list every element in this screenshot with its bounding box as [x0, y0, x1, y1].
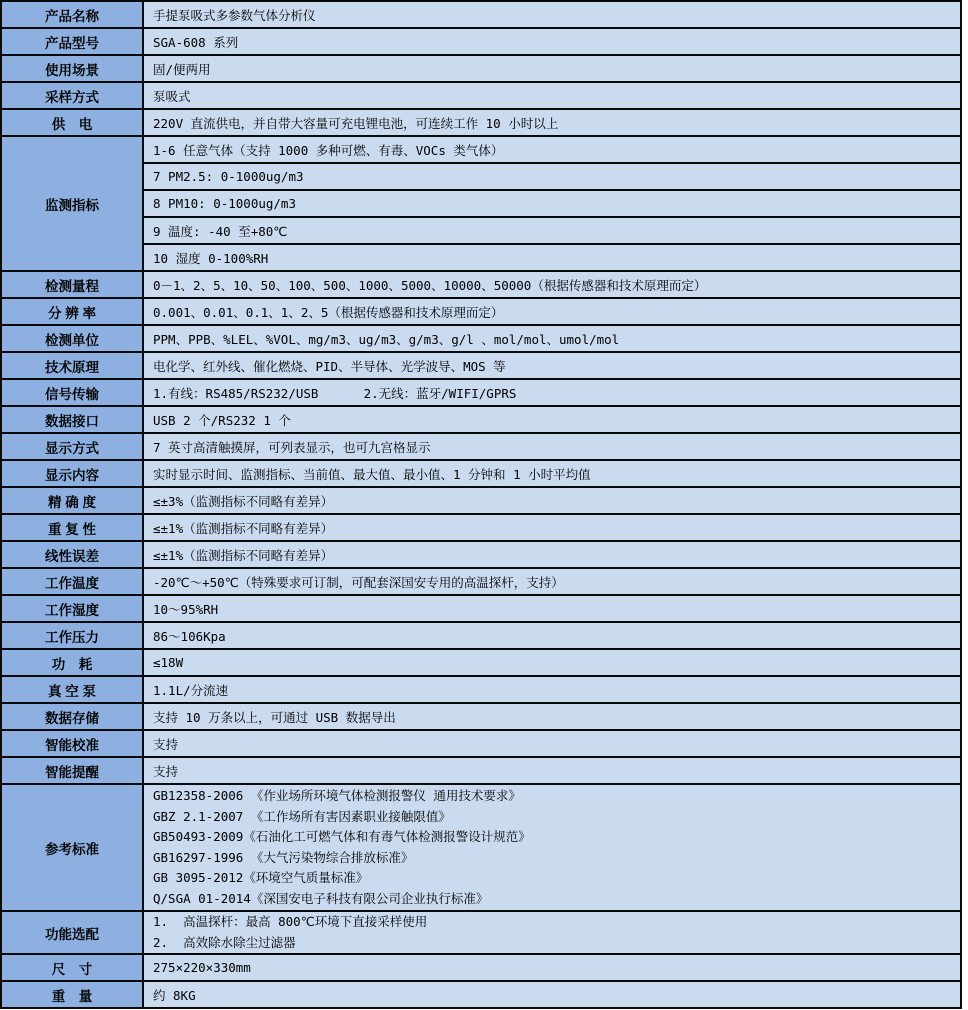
row-value-cell: 支持 — [143, 730, 961, 757]
table-row — [1, 622, 961, 649]
row-label-cell: 功能选配 — [1, 911, 143, 954]
table-row — [1, 911, 961, 954]
spec-table-body — [1, 1, 961, 1008]
table-row — [1, 1, 961, 28]
row-value-cell: 1.1L/分流速 — [143, 676, 961, 703]
row-label-cell: 重 量 — [1, 981, 143, 1008]
row-value-cell: PPM、PPB、%LEL、%VOL、mg/m3、ug/m3、g/m3、g/l 、mol/mol、umol/mol — [143, 325, 961, 352]
table-row — [1, 595, 961, 622]
row-value-cell: 9 温度: -40 至+80℃ — [143, 217, 961, 244]
row-value-cell: 支持 — [143, 757, 961, 784]
row-value-cell: -20℃～+50℃（特殊要求可订制，可配套深国安专用的高温探杆，支持） — [143, 568, 961, 595]
row-label-cell: 精 确 度 — [1, 487, 143, 514]
row-value-cell: 10～95%RH — [143, 595, 961, 622]
row-value-cell: SGA-608 系列 — [143, 28, 961, 55]
row-label-cell: 工作压力 — [1, 622, 143, 649]
table-row — [1, 244, 961, 271]
table-row — [1, 271, 961, 298]
row-label-cell: 产品型号 — [1, 28, 143, 55]
row-label-cell: 检测单位 — [1, 325, 143, 352]
row-value-cell: 86～106Kpa — [143, 622, 961, 649]
row-value-cell: ≤18W — [143, 649, 961, 676]
value-line: GB50493-2009《石油化工可燃气体和有毒气体检测报警设计规范》 — [153, 829, 531, 844]
row-value-cell: 电化学、红外线、催化燃烧、PID、半导体、光学波导、MOS 等 — [143, 352, 961, 379]
row-value-cell: ≤±1%（监测指标不同略有差异） — [143, 541, 961, 568]
row-value-cell: 手提泵吸式多参数气体分析仪 — [143, 1, 961, 28]
row-label-cell: 供 电 — [1, 109, 143, 136]
row-label-cell: 技术原理 — [1, 352, 143, 379]
row-label-cell: 功 耗 — [1, 649, 143, 676]
table-row — [1, 190, 961, 217]
row-value-cell: USB 2 个/RS232 1 个 — [143, 406, 961, 433]
row-value-cell: 8 PM10: 0-1000ug/m3 — [143, 190, 961, 217]
row-value-cell: 固/便两用 — [143, 55, 961, 82]
row-value-cell: 1.有线：RS485/RS232/USB 2.无线：蓝牙/WIFI/GPRS — [143, 379, 961, 406]
table-row — [1, 676, 961, 703]
value-line: Q/SGA 01-2014《深国安电子科技有限公司企业执行标准》 — [153, 890, 489, 906]
row-label-cell: 检测量程 — [1, 271, 143, 298]
row-label-cell: 工作温度 — [1, 568, 143, 595]
value-line: 1. 高温探杆：最高 800℃环境下直接采样使用 — [153, 914, 428, 929]
row-value-cell: 约 8KG — [143, 981, 961, 1008]
row-value-cell: 0－1、2、5、10、50、100、500、1000、5000、10000、50000（根据传感器和技术原理而定） — [143, 271, 961, 298]
table-row — [1, 541, 961, 568]
table-row — [1, 217, 961, 244]
table-row — [1, 433, 961, 460]
row-label-cell: 监测指标 — [1, 136, 143, 271]
table-row — [1, 298, 961, 325]
table-row — [1, 703, 961, 730]
row-label-cell: 真 空 泵 — [1, 676, 143, 703]
row-value-cell: 7 英寸高清触摸屏，可列表显示，也可九宫格显示 — [143, 433, 961, 460]
row-label-cell: 重 复 性 — [1, 514, 143, 541]
table-row — [1, 28, 961, 55]
row-value-cell: 1-6 任意气体（支持 1000 多种可燃、有毒、VOCs 类气体） — [143, 136, 961, 163]
row-value-cell: 220V 直流供电，并自带大容量可充电锂电池，可连续工作 10 小时以上 — [143, 109, 961, 136]
table-row — [1, 954, 961, 981]
table-row — [1, 568, 961, 595]
table-row — [1, 487, 961, 514]
row-label-cell: 产品名称 — [1, 1, 143, 28]
table-row — [1, 406, 961, 433]
row-label-cell: 分 辨 率 — [1, 298, 143, 325]
row-label-cell: 参考标准 — [1, 784, 143, 911]
row-label-cell: 智能校准 — [1, 730, 143, 757]
row-value-cell: ≤±3%（监测指标不同略有差异） — [143, 487, 961, 514]
row-value-cell — [143, 911, 961, 954]
row-value-cell — [143, 784, 961, 911]
row-label-cell: 数据存储 — [1, 703, 143, 730]
table-row — [1, 55, 961, 82]
table-row — [1, 460, 961, 487]
value-line: GB12358-2006 《作业场所环境气体检测报警仪 通用技术要求》 — [153, 788, 521, 803]
row-label-cell: 显示方式 — [1, 433, 143, 460]
row-label-cell: 采样方式 — [1, 82, 143, 109]
table-row — [1, 784, 961, 911]
value-line: GB 3095-2012《环境空气质量标准》 — [153, 870, 369, 885]
table-row — [1, 82, 961, 109]
row-value-cell: 275×220×330mm — [143, 954, 961, 981]
row-value-cell: 泵吸式 — [143, 82, 961, 109]
table-row — [1, 514, 961, 541]
table-row — [1, 136, 961, 163]
row-value-cell: 10 湿度 0-100%RH — [143, 244, 961, 271]
value-line: GBZ 2.1-2007 《工作场所有害因素职业接触限值》 — [153, 808, 451, 824]
row-value-cell: 7 PM2.5: 0-1000ug/m3 — [143, 163, 961, 190]
value-line: 2. 高效除水除尘过滤器 — [153, 934, 296, 950]
row-label-cell: 数据接口 — [1, 406, 143, 433]
table-row — [1, 730, 961, 757]
value-line: GB16297-1996 《大气污染物综合排放标准》 — [153, 849, 414, 865]
table-row — [1, 109, 961, 136]
row-value-cell: ≤±1%（监测指标不同略有差异） — [143, 514, 961, 541]
table-row — [1, 649, 961, 676]
row-value-cell: 支持 10 万条以上，可通过 USB 数据导出 — [143, 703, 961, 730]
row-label-cell: 智能提醒 — [1, 757, 143, 784]
row-label-cell: 尺 寸 — [1, 954, 143, 981]
row-label-cell: 线性误差 — [1, 541, 143, 568]
table-row — [1, 325, 961, 352]
row-label-cell: 使用场景 — [1, 55, 143, 82]
table-row — [1, 981, 961, 1008]
row-value-cell: 0.001、0.01、0.1、1、2、5（根据传感器和技术原理而定） — [143, 298, 961, 325]
table-row — [1, 163, 961, 190]
table-row — [1, 352, 961, 379]
row-value-cell: 实时显示时间、监测指标、当前值、最大值、最小值、1 分钟和 1 小时平均值 — [143, 460, 961, 487]
row-label-cell: 信号传输 — [1, 379, 143, 406]
row-label-cell: 显示内容 — [1, 460, 143, 487]
row-label-cell: 工作湿度 — [1, 595, 143, 622]
table-row — [1, 379, 961, 406]
table-row — [1, 757, 961, 784]
